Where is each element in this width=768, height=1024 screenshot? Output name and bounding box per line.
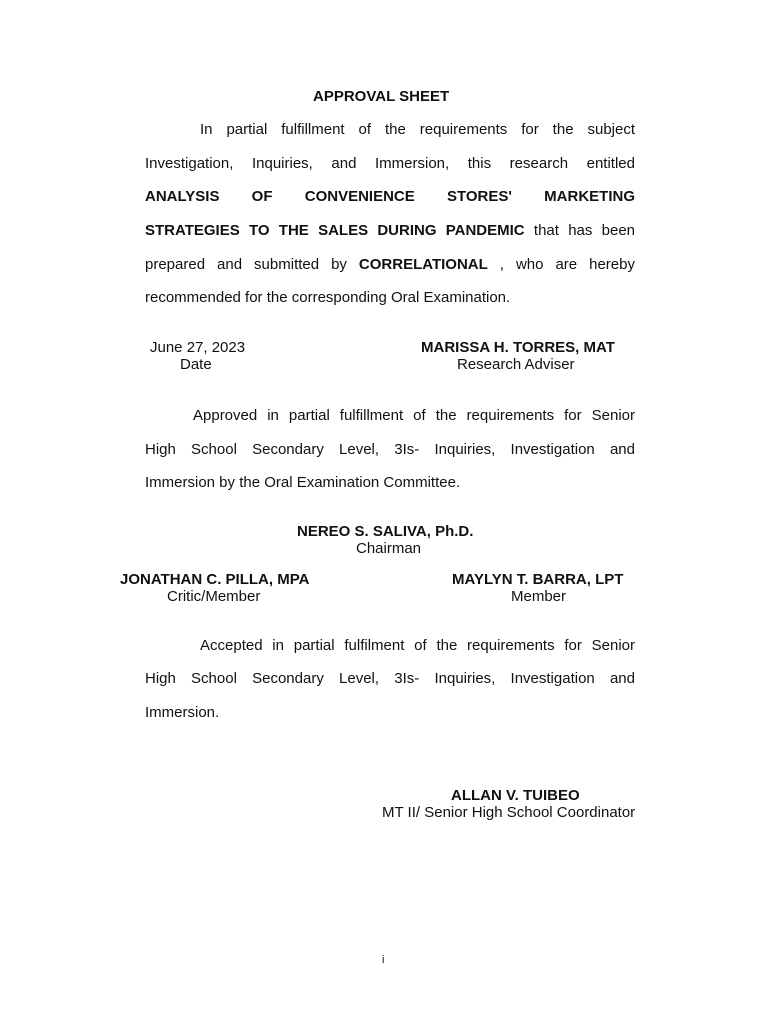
paragraph-line: High School Secondary Level, 3Is- Inquiries, Investigation and: [145, 441, 635, 458]
paragraph-line: [145, 222, 635, 239]
paragraph-line: Accepted in partial fulfilment of the requirements for Senior: [200, 637, 635, 654]
paragraph-text: prepared and submitted by: [145, 256, 359, 273]
coordinator-title: MT II/ Senior High School Coordinator: [382, 804, 636, 821]
critic-title: Critic/Member: [167, 588, 261, 605]
paragraph-line: In partial fulfillment of the requirements for the subject: [200, 121, 635, 138]
paragraph-line: Investigation, Inquiries, and Immersion, this research entitled: [145, 155, 635, 172]
researchers-name: CORRELATIONAL: [358, 256, 488, 273]
chair-name: NEREO S. SALIVA, Ph.D.: [297, 523, 474, 540]
adviser-name: MARISSA H. TORRES, MAT: [421, 339, 615, 356]
paragraph-line: recommended for the corresponding Oral Examination.: [145, 289, 511, 306]
critic-name: JONATHAN C. PILLA, MPA: [120, 571, 310, 588]
paragraph-line: High School Secondary Level, 3Is- Inquiries, Investigation and: [145, 670, 635, 687]
adviser-title: Research Adviser: [457, 356, 575, 373]
paragraph-line: Immersion by the Oral Examination Committee.: [145, 474, 461, 491]
date-label: Date: [180, 356, 212, 373]
paragraph-text: , who are hereby: [487, 256, 635, 273]
paragraph-line: Approved in partial fulfillment of the requirements for Senior: [193, 407, 635, 424]
chair-title: Chairman: [356, 540, 422, 557]
paragraph-text: that has been: [524, 222, 636, 239]
research-title-line: STRATEGIES TO THE SALES DURING PANDEMIC: [145, 222, 525, 239]
paragraph-line: [145, 256, 635, 273]
page-title: APPROVAL SHEET: [313, 88, 450, 105]
paragraph-line: Immersion.: [145, 704, 220, 721]
member-name: MAYLYN T. BARRA, LPT: [452, 571, 624, 588]
member-title: Member: [511, 588, 567, 605]
page-number: i: [382, 954, 385, 966]
date-value: June 27, 2023: [150, 339, 246, 356]
coordinator-name: ALLAN V. TUIBEO: [451, 787, 580, 804]
research-title-line: ANALYSIS OF CONVENIENCE STORES' MARKETING: [145, 188, 635, 205]
